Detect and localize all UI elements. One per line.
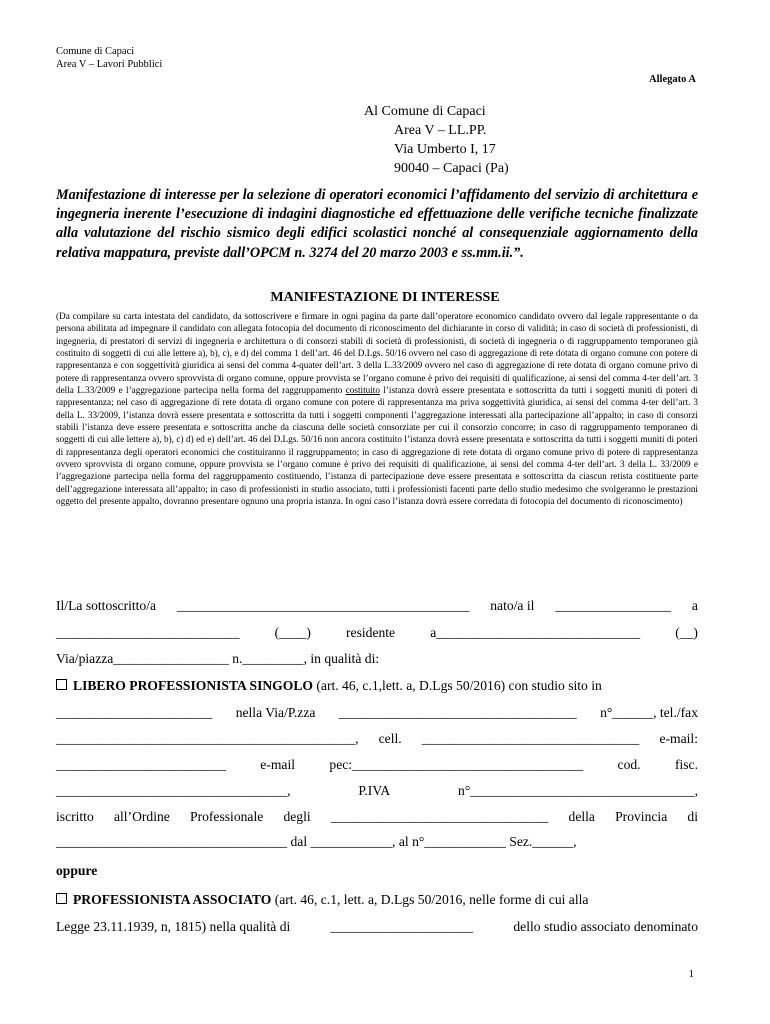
label-della: della xyxy=(568,809,595,824)
label-legge: Legge 23.11.1939, n, 1815) nella qualità di xyxy=(56,919,291,934)
option-libero-professionista xyxy=(56,678,698,694)
checkbox-professionista-associato[interactable] xyxy=(56,893,67,904)
instructions-paragraph xyxy=(56,310,698,508)
page-number: 1 xyxy=(688,968,694,980)
option-detail-associato: (art. 46, c.1, lett. a, D.Lgs 50/2016, nelle forme di cui alla xyxy=(271,892,589,907)
field-name[interactable]: ___________________________________________ xyxy=(177,598,470,613)
label-email-pec: e-mail xyxy=(260,757,296,772)
label-a: a xyxy=(691,598,698,613)
label-email: e-mail: xyxy=(659,731,698,746)
form-row-cell xyxy=(56,731,698,747)
annex-label: Allegato A xyxy=(649,74,696,85)
field-residence[interactable]: a______________________________ xyxy=(430,625,641,640)
label-fisc: fisc. xyxy=(674,757,698,772)
letterhead-municipality: Comune di Capaci xyxy=(56,46,135,57)
checkbox-libero-professionista[interactable] xyxy=(56,679,67,690)
instructions-underlined: costituito xyxy=(345,385,380,396)
form-row-name xyxy=(56,598,698,614)
form-row-pec xyxy=(56,757,698,773)
option-detail-libero: (art. 46, c.1,lett. a, D.Lgs 50/2016) con studio sito in xyxy=(312,678,602,693)
address-line: Al Comune di Capaci xyxy=(364,104,486,119)
form-row-studio-associato xyxy=(56,919,698,935)
field-tel-fax[interactable]: ____________________________________________, xyxy=(56,731,359,746)
option-professionista-associato xyxy=(56,892,698,908)
label-nato: nato/a il xyxy=(490,598,535,613)
field-qualita[interactable]: _____________________ xyxy=(330,919,474,934)
letterhead xyxy=(56,45,162,71)
address-line: Via Umberto I, 17 xyxy=(394,142,496,157)
field-tax-code[interactable]: __________________________________, xyxy=(56,783,291,798)
field-number-tel[interactable]: n°______, tel./fax xyxy=(600,705,698,720)
oppure-label xyxy=(56,863,698,879)
label-cell: cell. xyxy=(378,731,402,746)
label-degli: degli xyxy=(283,809,311,824)
form-row-registration xyxy=(56,834,698,850)
label-sottoscritto: Il/La sottoscritto/a xyxy=(56,598,157,613)
subject-paragraph: Manifestazione di interesse per la selezione di operatori economici l’affidamento del servizio di architettura e ingegneria inerente l’esecuzione di indagini diagnostiche ed effettuazione delle verifiche tecniche finalizzate alla valutazione del rischio sismico degli edifici scolastici nonché al consequenziale aggiornamento della relativa mappatura, previste dall’OPCM n. 3274 del 20 marzo 2003 e ss.mm.ii.”. xyxy=(56,187,698,261)
option-label-associato: PROFESSIONISTA ASSOCIATO xyxy=(73,892,272,907)
instructions-text: l’istanza dovrà essere presentata e sottoscritta da tutti i soggetti muniti di poteri di rappresentanza; nel caso di aggregazione di rete dotata di organo comune con potere di rappresentanza ma priva soggettività giuridica, ai sensi del comma 4-ter dell’art. 3 della L. 33/2009, l’istanza dovrà essere presentata e sottoscritta da tutti i soggetti componenti l’aggregazione interessati alla partecipazione all’appalto; in caso di consorzi stabili l’istanza deve essere presentata e sottoscritta anche da ciascuna delle società consorziate per cui il consorzio concorre; in caso di raggruppamento temporaneo di soggetti di cui alle lettere a), b), c) d) ed e) dell’art. 46 del D.Lgs. 50/16 non ancora costituito l’istanza dovrà essere presentata e sottoscritta da tutti i soggetti muniti di poteri di rappresentanza degli operatori economici che costituiranno il raggruppamento; in caso di aggregazione di rete dotata di organo comune privo di potere di rappresentanza ovvero sprovvista di organo comune, oppure provvista se l’organo comune è privo dei requisiti di qualificazione, ai sensi del comma 4-ter dell’art. 3 della L. 33/2009 e l’aggregazione partecipa nella forma del raggruppamento costituendo, l’istanza di partecipazione deve essere presentata e sottoscritta da ciascun retista costituente parte dell’aggregazione interessata all’appalto; in caso di professionisti in studio associato, tutti i professionisti facenti parte dello studio medesimo che svolgeranno le prestazioni oggetto del presente appalto, dovranno presentare ognuno una propria istanza. In ogni caso l’istanza dovrà essere corredata di fotocopia del documento di riconoscimento) xyxy=(56,385,698,507)
field-birth-date[interactable]: _________________ xyxy=(555,598,671,613)
letterhead-department: Area V – Lavori Pubblici xyxy=(56,59,163,70)
label-professionale: Professionale xyxy=(190,809,264,824)
field-studio-street[interactable]: ___________________________________ xyxy=(338,705,577,720)
form-row-ordine xyxy=(56,809,698,825)
field-studio-city[interactable]: _______________________ xyxy=(56,705,213,720)
field-pec[interactable]: pec:__________________________________ xyxy=(329,757,584,772)
label-via: nella Via/P.zza xyxy=(235,705,316,720)
field-ordine[interactable]: ________________________________ xyxy=(330,809,549,824)
label-piva: P.IVA xyxy=(358,783,391,798)
form-row-street xyxy=(56,651,698,667)
recipient-address xyxy=(364,102,509,178)
label-studio-associato: dello studio associato denominato xyxy=(513,919,698,934)
label-residente: residente xyxy=(346,625,396,640)
field-piva[interactable]: n°_________________________________, xyxy=(458,783,698,798)
field-residence-province[interactable]: (__) xyxy=(675,625,698,640)
field-registration[interactable]: __________________________________ dal ____________, al n°____________ Sez.______, xyxy=(56,834,577,849)
label-provincia: Provincia xyxy=(615,809,668,824)
field-birthplace[interactable]: ___________________________ xyxy=(56,625,240,640)
label-ordine: all’Ordine xyxy=(113,809,170,824)
oppure-text: oppure xyxy=(56,863,98,878)
document-title: MANIFESTAZIONE DI INTERESSE xyxy=(270,290,500,305)
instructions-text: (Da compilare su carta intestata del candidato, da sottoscrivere e firmare in ogni pagina da parte dall’operatore economico candidato ovvero dal legale rappresentante o da persona abilitata ad impegnare il candidato con allegata fotocopia del documento di riconoscimento del dichiarante in corso di validità; in caso di società di professionisti, di ingegneria, di prestatori di servizi di ingegneria e architettura o di consorzi stabili di società di professionisti, di società di ingegneria o di raggruppamento temporaneo già costituito di soggetti di cui alle lettere a), b), c), e d) del comma 1 dell’art. 46 del D.Lgs. 50/16 ovvero nel caso di aggregazione di rete dotata di organo comune con potere di rappresentanza e con soggettività giuridica ai sensi del comma 4-quater dell’art. 3 della L.33/2009 ovvero nel caso di aggregazione di rete dotata di organo comune privo di potere di rappresentanza ovvero sprovvista di organo comune, oppure provvista se l’organo comune è privo dei requisiti di qualificazione, ai sensi del comma 4-ter dell’art. 3 della L.33/2009 e l’aggregazione partecipa nella forma del raggruppamento xyxy=(56,311,698,396)
field-cell[interactable]: ________________________________ xyxy=(421,731,640,746)
option-label-libero: LIBERO PROFESSIONISTA SINGOLO xyxy=(73,678,313,693)
field-email[interactable]: _________________________ xyxy=(56,757,226,772)
label-di: di xyxy=(687,809,698,824)
form-row-studio xyxy=(56,705,698,721)
field-street[interactable]: Via/piazza_________________ n._________, in qualità di: xyxy=(56,651,380,666)
label-iscritto: iscritto xyxy=(56,809,94,824)
label-cod: cod. xyxy=(617,757,641,772)
address-line: Area V – LL.PP. xyxy=(394,123,487,138)
form-row-piva xyxy=(56,783,698,799)
address-line: 90040 – Capaci (Pa) xyxy=(394,161,509,176)
field-province[interactable]: (____) xyxy=(274,625,311,640)
form-row-birthplace xyxy=(56,625,698,641)
